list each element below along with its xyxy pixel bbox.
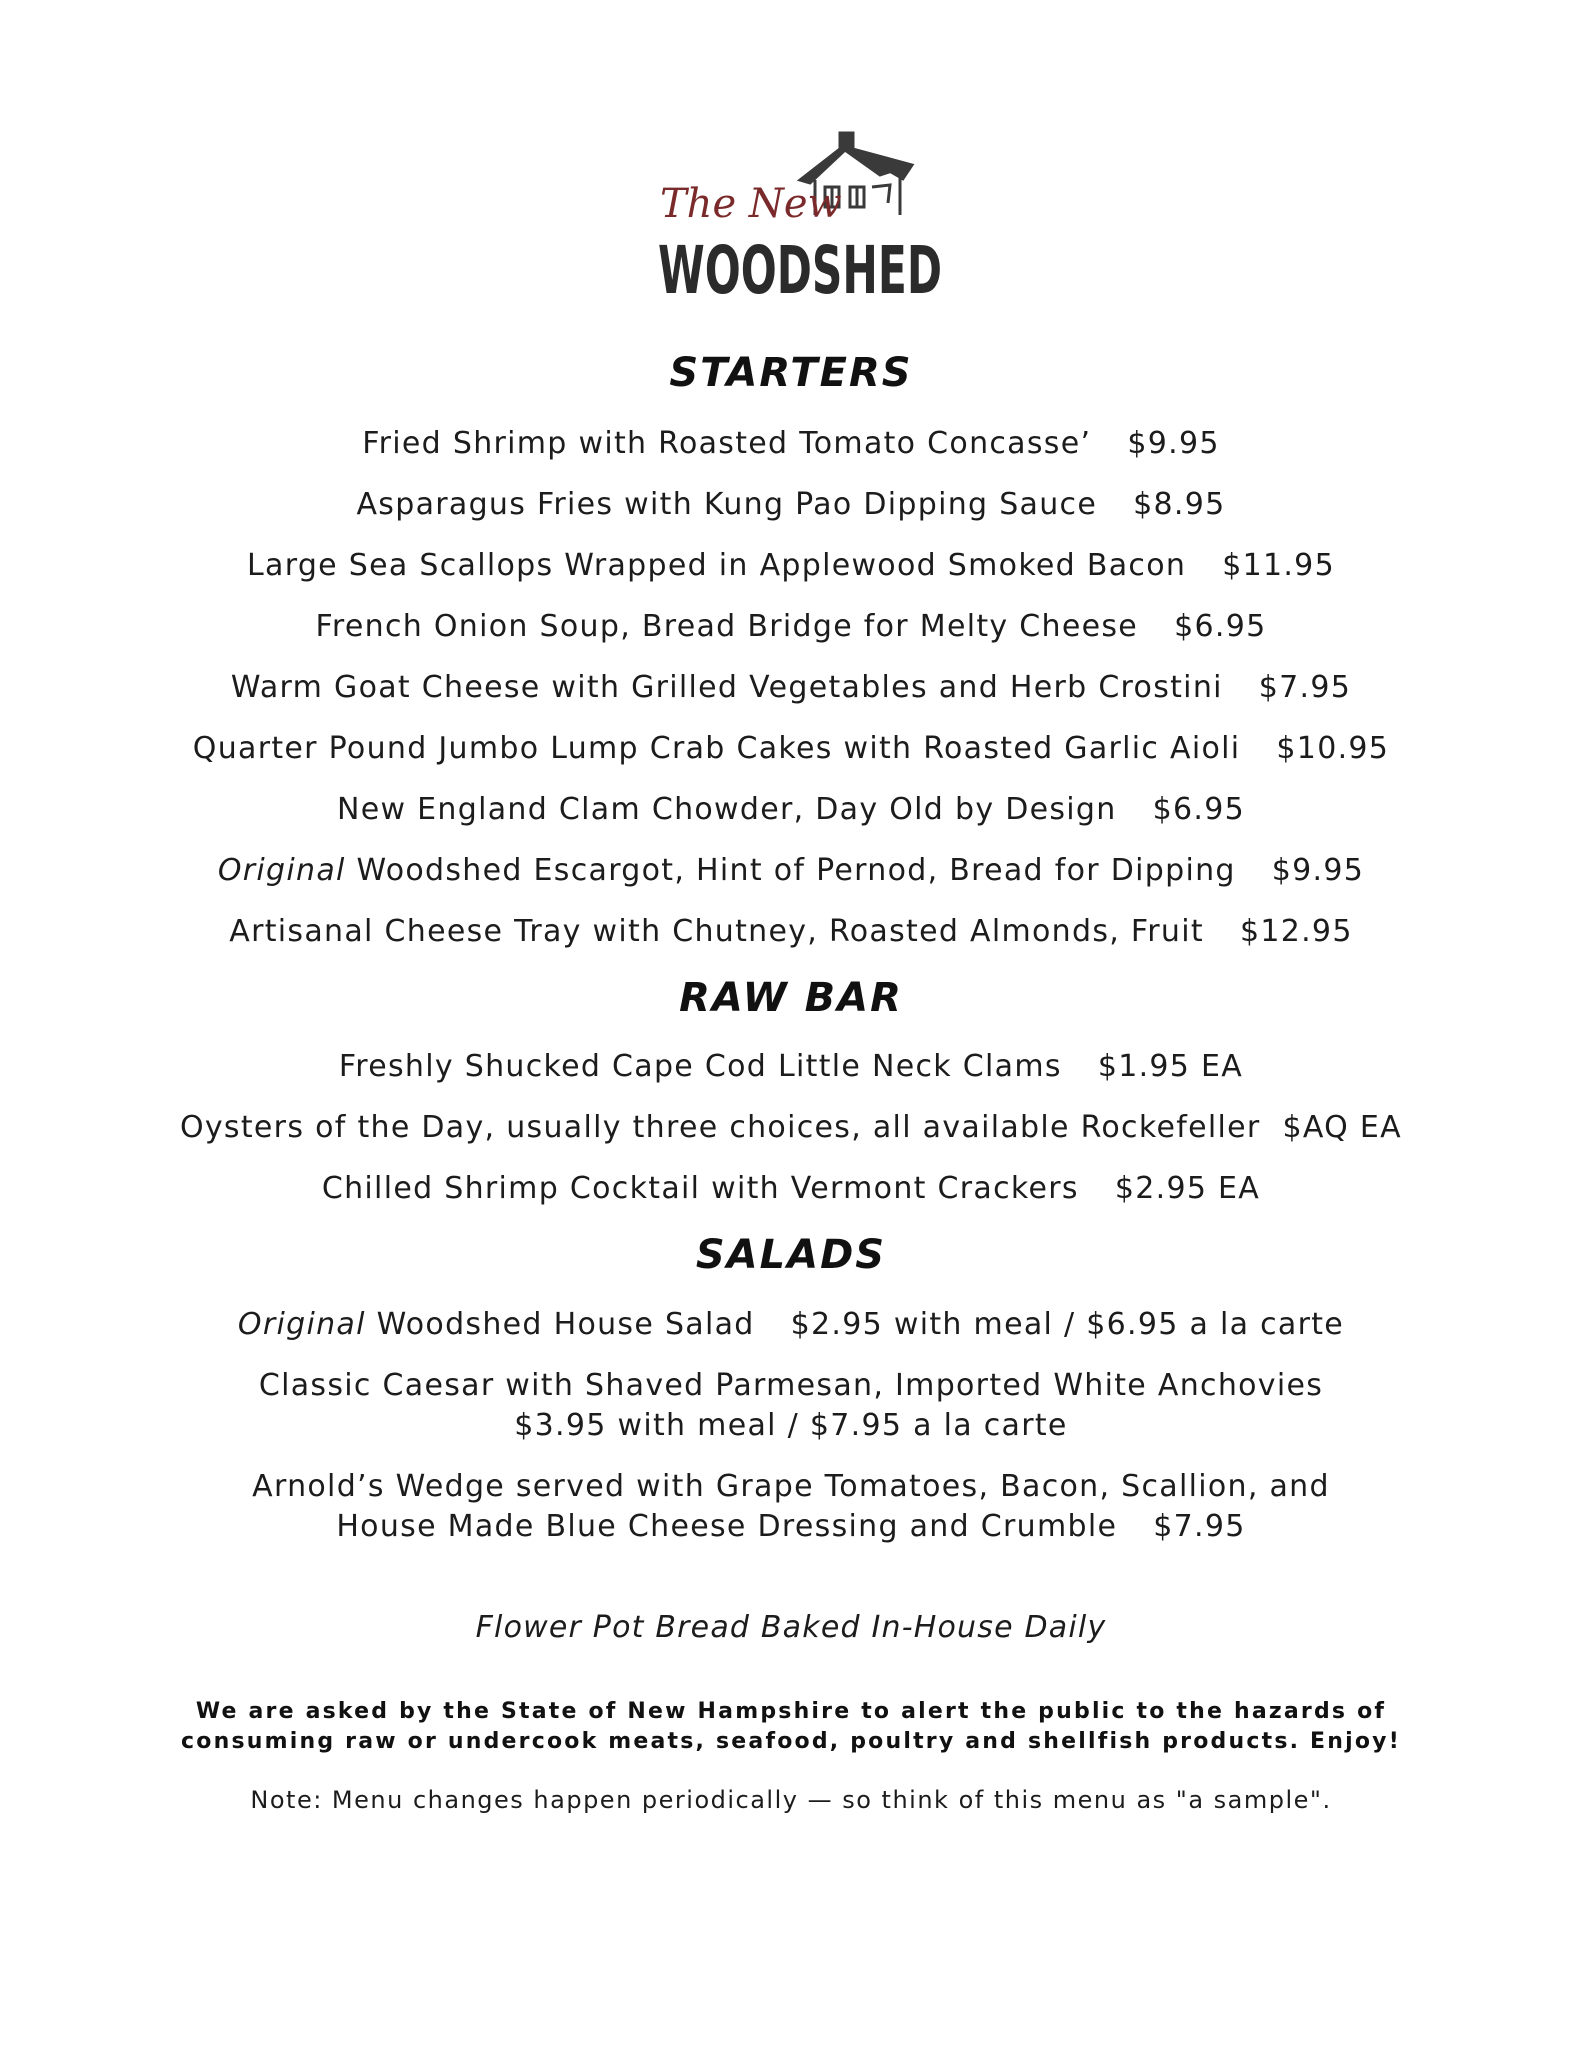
menu-item <box>0 851 1582 891</box>
item-name: Artisanal Cheese Tray with Chutney, Roasted Almonds, Fruit <box>229 914 1204 949</box>
item-price: $11.95 <box>1222 548 1335 583</box>
menu-item <box>0 546 1582 586</box>
item-name: Arnold’s Wedge served with Grape Tomatoes, Bacon, Scallion, and <box>252 1469 1330 1504</box>
item-price: $6.95 <box>1152 792 1245 827</box>
item-price: $AQ EA <box>1282 1110 1403 1145</box>
menu-item <box>0 912 1582 952</box>
bread-note: Flower Pot Bread Baked In-House Daily <box>475 1610 1107 1645</box>
salads-section <box>0 1232 1582 1278</box>
item-name: Fried Shrimp with Roasted Tomato Concasse’ <box>362 426 1092 461</box>
menu-item <box>0 1305 1582 1345</box>
restaurant-logo <box>650 125 950 309</box>
raw-bar-heading: RAW BAR <box>679 975 903 1021</box>
menu-item <box>0 1467 1582 1547</box>
starters-heading: STARTERS <box>669 350 913 396</box>
disclaimer-line: We are asked by the State of New Hampshire to alert the public to the hazards of <box>195 1699 1387 1724</box>
item-name: Chilled Shrimp Cocktail with Vermont Crackers <box>321 1171 1079 1206</box>
starters-section <box>0 350 1582 396</box>
item-price: $12.95 <box>1239 914 1353 949</box>
raw-bar-section <box>0 975 1582 1021</box>
disclaimer-line: consuming raw or undercook meats, seafood, poultry and shellfish products. Enjoy! <box>181 1729 1401 1754</box>
item-name: French Onion Soup, Bread Bridge for Melty Cheese <box>315 609 1139 644</box>
menu-item <box>0 485 1582 525</box>
menu-item <box>0 1366 1582 1446</box>
menu-item <box>0 1108 1582 1148</box>
item-price: $9.95 <box>1127 426 1220 461</box>
item-name: Warm Goat Cheese with Grilled Vegetables and Herb Crostini <box>230 670 1223 705</box>
item-name: Woodshed Escargot, Hint of Pernod, Bread for Dipping <box>356 853 1236 888</box>
menu-item <box>0 607 1582 647</box>
item-name: Classic Caesar with Shaved Parmesan, Imported White Anchovies <box>258 1368 1324 1403</box>
item-price: $2.95 EA <box>1114 1171 1261 1206</box>
item-name: New England Clam Chowder, Day Old by Design <box>337 792 1117 827</box>
item-price: $10.95 <box>1276 731 1390 766</box>
item-price: $8.95 <box>1133 487 1226 522</box>
item-lead-italic: Original <box>217 853 346 888</box>
menu-item <box>0 668 1582 708</box>
logo-script-text: The New <box>660 181 842 227</box>
item-name-continued: House Made Blue Cheese Dressing and Crumble <box>336 1509 1118 1544</box>
item-name: Asparagus Fries with Kung Pao Dipping Sauce <box>356 487 1098 522</box>
health-disclaimer <box>0 1697 1582 1757</box>
item-name: Oysters of the Day, usually three choices, all available Rockefeller <box>179 1110 1261 1145</box>
item-price: $2.95 with meal / $6.95 a la carte <box>790 1307 1345 1342</box>
menu-item <box>0 729 1582 769</box>
item-price: $9.95 <box>1271 853 1365 888</box>
logo-wordmark: WOODSHED <box>658 232 942 309</box>
item-name: Freshly Shucked Cape Cod Little Neck Clams <box>338 1049 1062 1084</box>
menu-item <box>0 424 1582 464</box>
logo-graphic <box>650 125 950 309</box>
menu-item <box>0 1169 1582 1209</box>
item-price: $6.95 <box>1174 609 1267 644</box>
salads-heading: SALADS <box>695 1232 887 1278</box>
menu-item <box>0 1047 1582 1087</box>
item-price: $7.95 <box>1153 1509 1246 1544</box>
menu-item <box>0 790 1582 830</box>
item-name: Woodshed House Salad <box>376 1307 755 1342</box>
item-name: Large Sea Scallops Wrapped in Applewood Smoked Bacon <box>247 548 1187 583</box>
item-lead-italic: Original <box>237 1307 366 1342</box>
menu-note: Note: Menu changes happen periodically — so think of this menu as "a sample". <box>250 1786 1332 1814</box>
item-price: $1.95 EA <box>1097 1049 1244 1084</box>
item-name: Quarter Pound Jumbo Lump Crab Cakes with Roasted Garlic Aioli <box>192 731 1241 766</box>
item-price: $3.95 with meal / $7.95 a la carte <box>514 1408 1068 1443</box>
item-price: $7.95 <box>1258 670 1352 705</box>
